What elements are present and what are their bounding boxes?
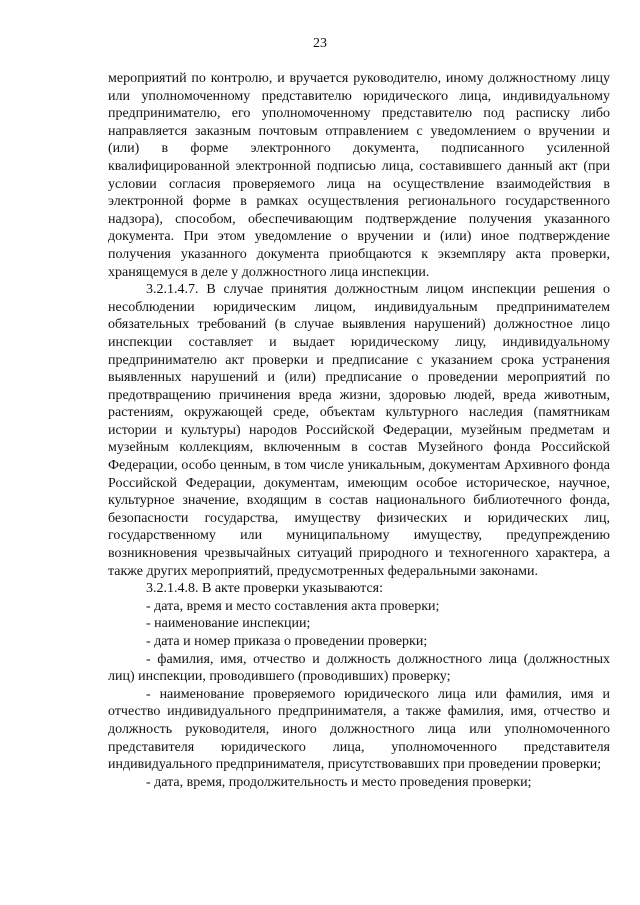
list-item-inspection-name: - наименование инспекции; <box>146 616 311 632</box>
document-body <box>108 70 610 791</box>
list-item-duration: - дата, время, продолжительность и место проведения проверки; <box>146 774 532 790</box>
list-item-date-time-place: - дата, время и место составления акта проверки; <box>146 598 440 614</box>
list-item-official: - фамилия, имя, отчество и должность должностного лица (должностных лиц) инспекции, проводившего (проводивших) проверку; <box>108 651 610 685</box>
paragraph-clause-3-2-1-4-7: 3.2.1.4.7. В случае принятия должностным лицом инспекции решения о несоблюдении юридическим лицом, индивидуальным предпринимателем обязательных требований (в случае выявления нарушений) должностное лицо инспекции составляет и выдает юридическому лицу, индивидуальному предпринимателю акт проверки и предписание с указанием срока устранения выявленных нарушений и (или) предписание о проведении мероприятий по предотвращению причинения вреда жизни, здоровью людей, вреда животным, растениям, окружающей среде, объектам культурного наследия (памятникам истории и культуры) народов Российской Федерации, музейным предметам и музейным коллекциям, включенным в состав Музейного фонда Российской Федерации, особо ценным, в том числе уникальным, документам Архивного фонда Российской Федерации, документам, имеющим особое историческое, научное, культурное значение, входящим в состав национального библиотечного фонда, безопасности государства, имуществу физических и юридических лиц, государственному или муниципальному имуществу, предупреждению возникновения чрезвычайных ситуаций природного и техногенного характера, а также других мероприятий, предусмотренных федеральными законами. <box>108 282 610 579</box>
paragraph-clause-3-2-1-4-8: 3.2.1.4.8. В акте проверки указываются: <box>146 581 384 597</box>
list-item-order: - дата и номер приказа о проведении проверки; <box>146 634 428 649</box>
page-number: 23 <box>313 36 327 51</box>
list-item-inspected-entity: - наименование проверяемого юридического лица или фамилия, имя и отчество индивидуального предпринимателя, а также фамилия, имя, отчество и должность руководителя, иного должностного лица или уполномоченного представителя юридического лица, уполномоченного представителя индивидуального предпринимателя, присутствовавших при проведении проверки; <box>108 686 610 773</box>
paragraph-continuation: мероприятий по контролю, и вручается руководителю, иному должностному лицу или уполномоченному представителю юридического лица, индивидуальному предпринимателю, его уполномоченному представителю под расписку либо направляется заказным почтовым отправлением с уведомлением о вручении и (или) в форме электронного документа, подписанного усиленной квалифицированной электронной подписью лица, составившего данный акт (при условии согласия проверяемого лица на осуществление взаимодействия в электронной форме в рамках осуществления регионального государственного надзора), способом, обеспечивающим подтверждение получения указанного документа. При этом уведомление о вручении и (или) иное подтверждение получения указанного документа приобщаются к экземпляру акта проверки, хранящемуся в деле у должностного лица инспекции. <box>108 71 610 280</box>
